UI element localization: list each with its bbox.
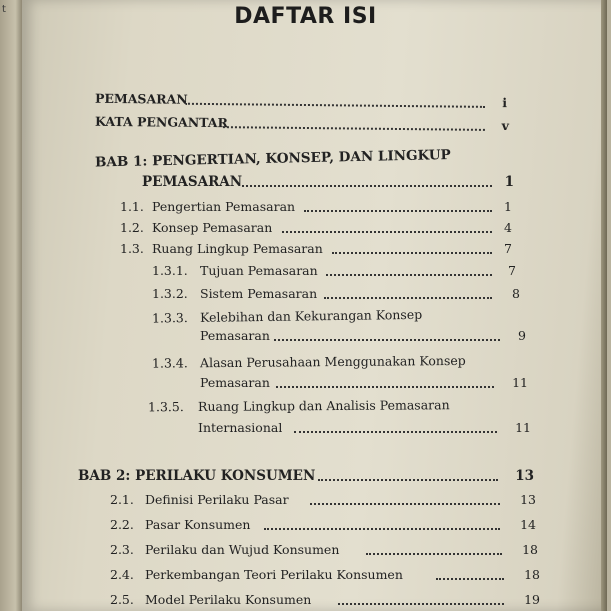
section-number: 2.2. xyxy=(110,517,134,532)
toc-page-number: i xyxy=(502,95,508,111)
dot-leader xyxy=(326,274,492,276)
dot-leader xyxy=(304,210,492,212)
toc-entry-1-3-3-line2 xyxy=(200,328,530,344)
toc-page-number: 7 xyxy=(504,241,512,256)
toc-entry-1-3-4-line1 xyxy=(152,352,532,371)
toc-entry-text: BAB 2: PERILAKU KONSUMEN xyxy=(78,468,316,484)
dot-leader xyxy=(294,431,497,433)
toc-page-number: 19 xyxy=(524,592,540,607)
page-edge-shadow xyxy=(601,0,607,611)
toc-entry-text: Pemasaran xyxy=(200,328,270,343)
section-number: 1.3.4. xyxy=(151,355,188,371)
toc-page-number: 14 xyxy=(520,517,536,532)
toc-page-number: 11 xyxy=(515,420,531,435)
toc-page-number: 1 xyxy=(504,174,514,190)
toc-entry-1-3-1 xyxy=(152,263,522,279)
dot-leader xyxy=(242,185,492,187)
toc-entry-text: Pengertian Pemasaran xyxy=(152,199,296,214)
section-number: 1.3. xyxy=(120,241,144,256)
toc-entry-2-4 xyxy=(110,567,542,583)
dot-leader xyxy=(264,528,500,530)
toc-entry-1-1 xyxy=(120,199,518,215)
toc-page-number: 13 xyxy=(515,468,534,484)
dot-leader xyxy=(310,503,500,505)
toc-entry-1-3-4-line2 xyxy=(200,375,530,391)
toc-entry-2-2 xyxy=(110,517,538,533)
dot-leader xyxy=(185,103,485,108)
section-number: 1.3.1. xyxy=(152,263,188,278)
toc-entry-text: Ruang Lingkup dan Analisis Pemasaran xyxy=(197,397,450,414)
toc-entry-1-3 xyxy=(120,241,518,257)
toc-entry-text: PEMASARAN xyxy=(94,90,188,107)
toc-page-number: 18 xyxy=(524,567,540,582)
toc-entry-text: Alasan Perusahaan Menggunakan Konsep xyxy=(199,352,466,371)
dot-leader xyxy=(318,479,498,481)
toc-entry-text: Sistem Pemasaran xyxy=(200,286,318,301)
chapter-1-entry xyxy=(142,174,520,190)
toc-entry-text: Kelebihan dan Kekurangan Konsep xyxy=(199,306,423,325)
section-number: 1.3.5. xyxy=(147,399,184,415)
toc-page-number: 11 xyxy=(512,375,528,390)
adjacent-page-edge xyxy=(0,0,22,611)
toc-entry-text: Konsep Pemasaran xyxy=(152,220,273,235)
chapter-2-entry xyxy=(78,468,538,484)
toc-entry-1-3-5-line2 xyxy=(198,420,533,436)
toc-page-number: 8 xyxy=(512,286,520,301)
section-number: 1.3.2. xyxy=(152,286,188,301)
toc-page-number: 7 xyxy=(508,263,516,278)
toc-page-number: 1 xyxy=(504,199,512,214)
toc-entry-text: Ruang Lingkup Pemasaran xyxy=(152,241,323,256)
toc-entry-text: Internasional xyxy=(198,420,283,435)
toc-entry-2-3 xyxy=(110,542,540,558)
toc-entry-text: Pasar Konsumen xyxy=(145,517,251,532)
toc-page-number: v xyxy=(501,118,510,134)
toc-entry-text: KATA PENGANTAR xyxy=(94,113,228,131)
toc-entry-1-3-2 xyxy=(152,286,522,302)
toc-entry-text: PEMASARAN xyxy=(142,174,243,190)
side-mark: t xyxy=(2,4,6,15)
dot-leader xyxy=(223,126,485,131)
dot-leader xyxy=(332,252,492,254)
toc-entry-text: Definisi Perilaku Pasar xyxy=(145,492,289,507)
toc-entry-2-1 xyxy=(110,492,538,508)
toc-page-number: 13 xyxy=(520,492,536,507)
toc-page-number: 4 xyxy=(504,220,512,235)
section-number: 2.4. xyxy=(110,567,134,582)
section-number: 1.3.3. xyxy=(151,310,188,326)
section-number: 1.2. xyxy=(120,220,144,235)
dot-leader xyxy=(338,603,504,605)
toc-entry-1-2 xyxy=(120,220,518,236)
toc-entry-text: Pemasaran xyxy=(200,375,270,390)
chapter-1-title: BAB 1: PENGERTIAN, KONSEP, DAN LINGKUP xyxy=(94,147,451,171)
dot-leader xyxy=(274,339,500,341)
toc-entry-text: Perkembangan Teori Perilaku Konsumen xyxy=(145,567,403,582)
dot-leader xyxy=(366,553,502,555)
page-title: DAFTAR ISI xyxy=(234,4,377,29)
section-number: 2.5. xyxy=(110,592,134,607)
dot-leader xyxy=(436,578,504,580)
toc-entry-text: Model Perilaku Konsumen xyxy=(145,592,312,607)
toc-entry-text: Tujuan Pemasaran xyxy=(200,263,318,278)
dot-leader xyxy=(324,297,492,299)
toc-entry-2-5 xyxy=(110,592,542,608)
toc-entry-text: Perilaku dan Wujud Konsumen xyxy=(145,542,340,557)
toc-entry-1-3-5-line1 xyxy=(148,397,528,416)
dot-leader xyxy=(276,386,494,388)
section-number: 2.3. xyxy=(110,542,134,557)
section-number: 1.1. xyxy=(120,199,144,214)
section-number: 2.1. xyxy=(110,492,134,507)
toc-page-number: 18 xyxy=(522,542,538,557)
toc-page-number: 9 xyxy=(518,328,526,343)
dot-leader xyxy=(282,231,492,233)
